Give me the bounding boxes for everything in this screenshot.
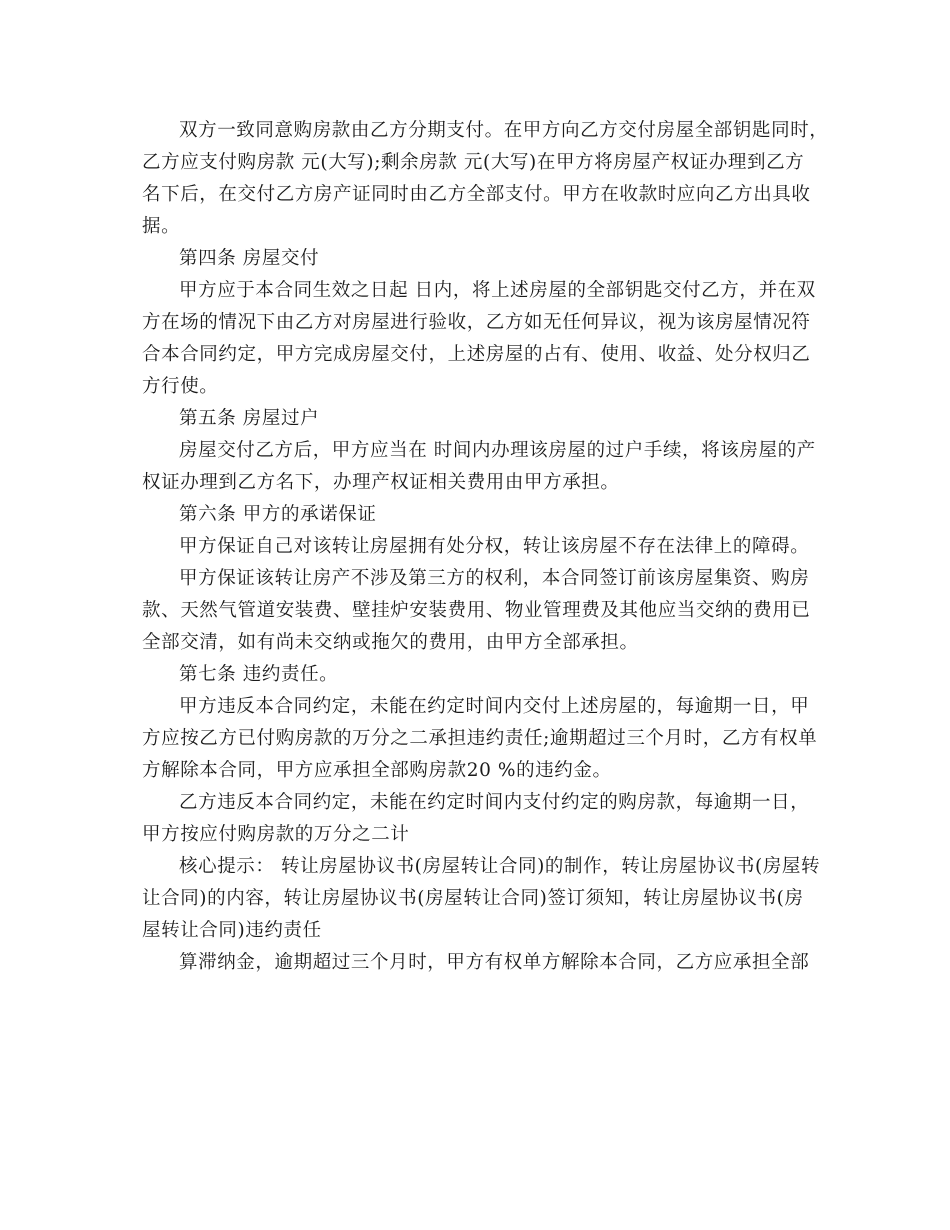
core-tip-line: 核心提示： 转让房屋协议书(房屋转让合同)的制作，转让房屋协议书(房屋转 <box>179 856 821 877</box>
paragraph-line: 权证办理到乙方名下，办理产权证相关费用由甲方承担。 <box>142 472 620 493</box>
paragraph-line: 方行使。 <box>142 376 219 397</box>
paragraph-line: 名下后，在交付乙方房产证同时由乙方全部支付。甲方在收款时应向乙方出具收 <box>142 184 811 205</box>
paragraph-line: 房屋交付乙方后，甲方应当在 时间内办理该房屋的过户手续，将该房屋的产 <box>179 440 816 461</box>
article-heading-6: 第六条 甲方的承诺保证 <box>179 504 377 525</box>
paragraph-line: 据。 <box>142 216 181 237</box>
paragraph-line: 甲方保证自己对该转让房屋拥有处分权，转让该房屋不存在法律上的障碍。 <box>179 536 810 557</box>
paragraph-line: 双方一致同意购房款由乙方分期支付。在甲方向乙方交付房屋全部钥匙同时， <box>179 120 829 141</box>
paragraph-line: 合本合同约定，甲方完成房屋交付，上述房屋的占有、使用、收益、处分权归乙 <box>142 344 811 365</box>
paragraph-line: 乙方应支付购房款 元(大写);剩余房款 元(大写)在甲方将房屋产权证办理到乙方 <box>142 152 805 173</box>
document-body <box>142 115 829 979</box>
paragraph-line: 甲方保证该转让房产不涉及第三方的权利，本合同签订前该房屋集资、购房 <box>179 568 810 589</box>
paragraph-line: 全部交清，如有尚未交纳或拖欠的费用，由甲方全部承担。 <box>142 632 639 653</box>
paragraph-line: 款、天然气管道安装费、壁挂炉安装费用、物业管理费及其他应当交纳的费用已 <box>142 600 811 621</box>
core-tip-line: 屋转让合同)违约责任 <box>142 920 322 941</box>
paragraph-line: 乙方违反本合同约定，未能在约定时间内支付约定的购房款，每逾期一日， <box>179 792 810 813</box>
paragraph-line: 算滞纳金，逾期超过三个月时，甲方有权单方解除本合同，乙方应承担全部 <box>179 952 810 973</box>
paragraph-line: 甲方违反本合同约定，未能在约定时间内交付上述房屋的，每逾期一日，甲 <box>179 696 810 717</box>
core-tip-line: 让合同)的内容，转让房屋协议书(房屋转让合同)签订须知，转让房屋协议书(房 <box>142 888 804 909</box>
paragraph-line: 方在场的情况下由乙方对房屋进行验收，乙方如无任何异议，视为该房屋情况符 <box>142 312 811 333</box>
article-heading-7: 第七条 违约责任。 <box>179 664 339 685</box>
paragraph-line: 方解除本合同，甲方应承担全部购房款20 %的违约金。 <box>142 760 612 781</box>
article-heading-4: 第四条 房屋交付 <box>179 248 320 269</box>
article-heading-5: 第五条 房屋过户 <box>179 408 320 429</box>
paragraph-line: 甲方应于本合同生效之日起 日内，将上述房屋的全部钥匙交付乙方，并在双 <box>179 280 816 301</box>
paragraph-line: 方应按乙方已付购房款的万分之二承担违约责任;逾期超过三个月时，乙方有权单 <box>142 728 818 749</box>
paragraph-line: 甲方按应付购房款的万分之二计 <box>142 824 410 845</box>
